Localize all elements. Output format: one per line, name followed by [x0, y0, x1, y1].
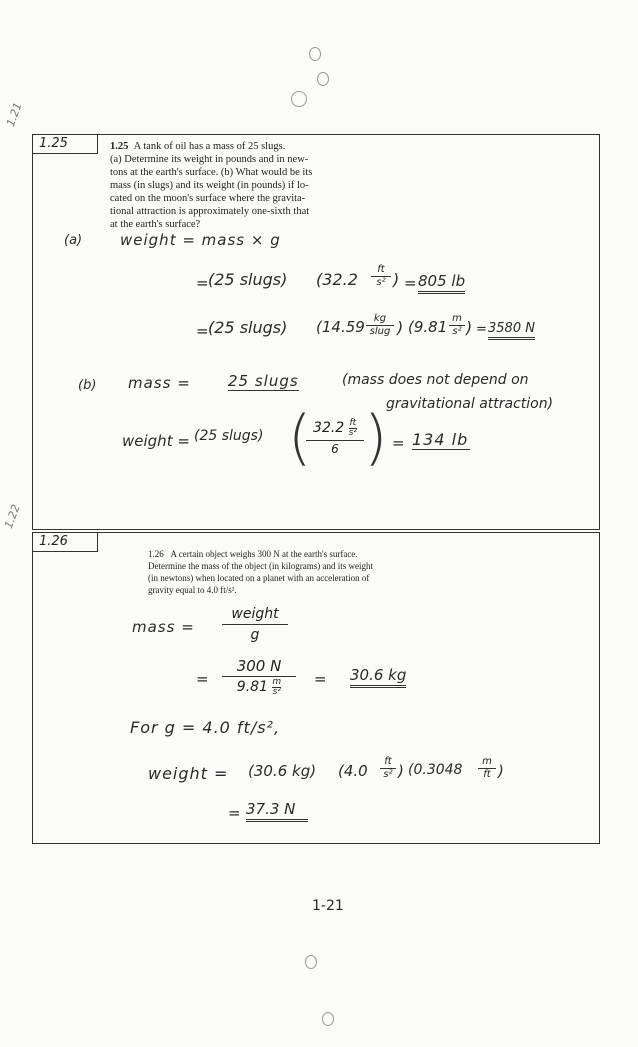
p2-g-den: g: [250, 627, 260, 643]
p2-w-conv: (0.3048: [408, 762, 463, 778]
p2-eq2-eq: =: [196, 670, 209, 688]
binder-hole-3: [291, 91, 307, 107]
b-weight: weight =: [122, 432, 190, 450]
a-eq2-slugs: (25 slugs): [208, 270, 288, 289]
p2-mass-label: mass =: [132, 618, 195, 636]
p2-mass-result: 30.6 kg: [350, 666, 406, 688]
p2-w-close2: ): [498, 762, 504, 780]
a-eq3-unit2: [449, 313, 465, 338]
binder-hole-4: [305, 955, 317, 969]
a-eq3-kg: kg: [366, 313, 394, 326]
p2-w-unit1: [380, 756, 396, 781]
a-eq3-unit1: [366, 313, 394, 338]
margin-note-1: 1.21: [3, 100, 25, 129]
margin-note-2: 1.22: [1, 502, 23, 531]
problem-1-line6: tional attraction is approximately one-sixth that: [110, 206, 310, 217]
problem-2-statement: [148, 548, 448, 596]
b-note-line2: gravitational attraction): [386, 396, 554, 412]
p2-w-ft: ft: [380, 756, 396, 769]
problem-1-statement: [110, 140, 372, 231]
p2-num-300: 300 N: [222, 656, 296, 677]
problem-1-line5: cated on the moon's surface where the gravita-: [110, 193, 306, 204]
p2-w-mass: (30.6 kg): [248, 762, 317, 780]
b-result-eq: =: [392, 434, 405, 452]
problem-1-tag: 1.25: [32, 134, 98, 154]
p2-result-eq: =: [314, 670, 327, 688]
a-eq3-slug: slug: [369, 326, 391, 337]
a-eq2-s2: s²: [376, 277, 386, 288]
a-eq2-eq: =: [196, 274, 209, 292]
a-eq3-s2: s²: [452, 326, 462, 337]
p2-weight-fraction: [222, 604, 288, 645]
p2-w-g: (4.0: [338, 762, 368, 780]
part-b-label: (b): [78, 378, 97, 393]
b-g: 32.2: [313, 420, 345, 436]
a-eq2-close: ): [393, 270, 400, 289]
a-eq3-result-eq: =: [476, 322, 487, 337]
a-eq2-ft: ft: [371, 264, 391, 277]
problem-2-line4: gravity equal to 4.0 ft/s².: [148, 585, 237, 595]
p2-w-result-eq: =: [228, 804, 241, 822]
p2-w-m: m: [478, 756, 496, 769]
b-slugs: (25 slugs): [194, 428, 264, 444]
binder-hole-5: [322, 1012, 334, 1026]
a-eq3-slugs: (25 slugs): [208, 318, 288, 337]
b-big-fraction: [306, 418, 364, 457]
problem-1-line7: at the earth's surface?: [110, 219, 201, 230]
binder-hole-2: [317, 72, 329, 86]
p2-for-line: For g = 4.0 ft/s²,: [130, 718, 281, 737]
part-a-label: (a): [64, 233, 83, 248]
problem-1-line1: A tank of oil has a mass of 25 slugs.: [133, 141, 286, 152]
problem-1-line3: tons at the earth's surface. (b) What would be its: [110, 167, 313, 178]
a-eq3-result: 3580 N: [488, 321, 535, 340]
a-eq3-g: (9.81: [408, 318, 448, 336]
p2-w-result: 37.3 N: [246, 800, 308, 822]
p2-weight-label: weight =: [148, 764, 229, 783]
problem-1-number: 1.25: [110, 141, 129, 152]
problem-1-line2: (a) Determine its weight in pounds and in new-: [110, 154, 309, 165]
b-result: 134 lb: [412, 430, 469, 449]
p2-300-fraction: [222, 656, 296, 697]
problem-1-line4: mass (in slugs) and its weight (in pounds) if lo-: [110, 180, 309, 191]
p2-w-s2: s²: [383, 769, 393, 780]
p2-w-unit2: [478, 756, 496, 781]
a-eq2-result: 805 lb: [418, 272, 465, 294]
b-note-line1: (mass does not depend on: [342, 372, 529, 388]
a-eq2-unit: [371, 264, 391, 289]
p2-den-m: m: [272, 676, 282, 687]
p2-den-s2: s²: [272, 686, 281, 697]
a-eq3-eq: =: [196, 322, 209, 340]
problem-2-number: 1.26: [148, 549, 164, 559]
b-paren-open: (: [288, 403, 312, 473]
b-ft: ft: [349, 417, 357, 428]
p2-w-close1: ): [398, 762, 404, 780]
problem-2-line2: Determine the mass of the object (in kilograms) and its weight: [148, 561, 373, 571]
problem-2-tag: 1.26: [32, 532, 98, 552]
p2-w-ft2: ft: [483, 769, 491, 780]
page-number: 1-21: [312, 898, 344, 914]
binder-hole-1: [309, 47, 321, 61]
a-eq3-conv: (14.59: [316, 318, 365, 336]
p2-den-981: 9.81: [236, 679, 268, 695]
b-mass-value: 25 slugs: [228, 372, 299, 390]
a-eq3-m: m: [449, 313, 465, 326]
b-s2: s²: [348, 427, 357, 438]
b-denominator: 6: [331, 442, 339, 456]
a-eq1: weight = mass × g: [120, 231, 281, 249]
a-eq2-g: (32.2: [316, 270, 358, 289]
b-mass: mass =: [128, 374, 191, 392]
a-eq2-result-eq: =: [404, 274, 417, 292]
p2-weight-num: weight: [222, 604, 288, 625]
a-eq3-close1: ): [397, 318, 404, 337]
a-eq3-close2: ): [466, 318, 473, 337]
b-paren-close: ): [364, 403, 388, 473]
problem-2-line1: A certain object weighs 300 N at the earth's surface.: [170, 549, 358, 559]
problem-2-line3: (in newtons) when located on a planet with an acceleration of: [148, 573, 370, 583]
